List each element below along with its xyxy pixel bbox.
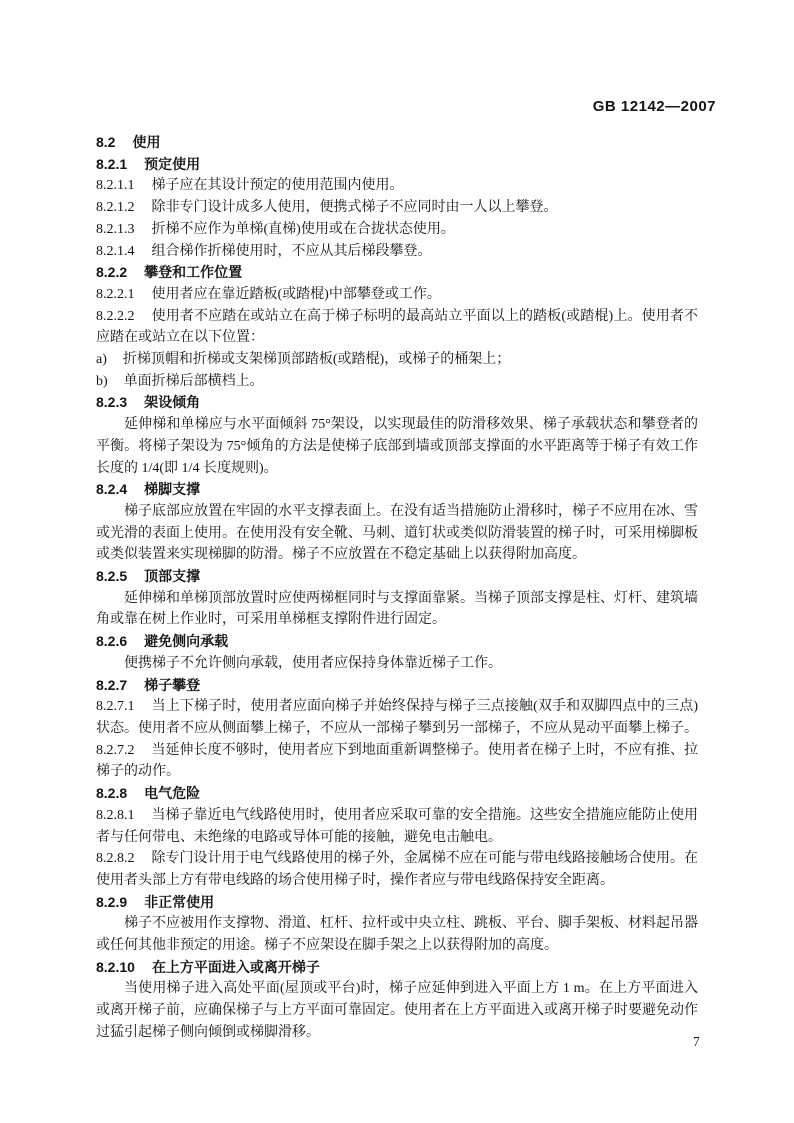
list-item-text: 折梯顶帽和折梯或支架梯顶部踏板(或踏棍)，或梯子的桶架上； <box>122 352 511 368</box>
section-title: 梯脚支撑 <box>144 481 201 498</box>
section-title: 电气危险 <box>144 785 201 802</box>
section-heading-8.2.5 <box>96 566 698 588</box>
clause-text: 组合梯作折梯使用时，不应从其后梯段攀登。 <box>151 243 432 259</box>
list-item-text: 单面折梯后部横档上。 <box>123 373 264 389</box>
clause-text: 当梯子靠近电气线路使用时，使用者应采取可靠的安全措施。这些安全措施应能防止使用者与任何带电、未绝缘的电路或导体可能的接触，避免电击触电。 <box>96 807 698 845</box>
clause-text: 当延伸长度不够时，使用者应下到地面重新调整梯子。使用者在梯子上时，不应有推、拉梯子的动作。 <box>96 742 698 780</box>
section-heading-8.2.7 <box>96 675 698 697</box>
section-number: 8.2.3 <box>96 394 128 411</box>
section-title: 架设倾角 <box>144 394 201 411</box>
section-heading-8.2 <box>96 132 698 154</box>
clause-number: 8.2.1.3 <box>96 221 135 237</box>
standard-number-header: GB 12142—2007 <box>592 98 716 115</box>
section-title: 避免侧向承载 <box>144 633 229 650</box>
clause-text: 除非专门设计成多人使用，便携式梯子不应同时由一人以上攀登。 <box>151 200 558 216</box>
paragraph-8.2.9: 梯子不应被用作支撑物、滑道、杠杆、拉杆或中央立柱、跳板、平台、脚手架板、材料起吊器或任何其他非预定的用途。梯子不应架设在脚手架之上以获得附加的高度。 <box>96 916 698 954</box>
clause-8.2.2.1 <box>96 284 698 306</box>
section-heading-8.2.6 <box>96 631 698 653</box>
clause-number: 8.2.7.1 <box>96 699 135 715</box>
clause-text: 除专门设计用于电气线路使用的梯子外，金属梯不应在可能与带电线路接触场合使用。在使用者头部上方有带电线路的场合使用梯子时，操作者应与带电线路保持安全距离。 <box>96 851 698 888</box>
clause-text: 折梯不应作为单梯(直梯)使用或在合拢状态使用。 <box>151 221 455 237</box>
section-number: 8.2.4 <box>96 481 128 498</box>
clause-8.2.1.4 <box>96 241 698 263</box>
section-title: 梯子攀登 <box>144 676 201 693</box>
clause-text: 梯子应在其设计预定的使用范围内使用。 <box>151 178 404 194</box>
section-heading-8.2.9 <box>96 892 698 914</box>
paragraph-8.2.3: 延伸梯和单梯应与水平面倾斜 75°架设，以实现最佳的防滑移效果、梯子承载状态和攀登者的平衡。将梯子架设为 75°倾角的方法是使梯子底部到墙或顶部支撑面的水平距离等于梯子有效工作长度的 1/4(即 1/4 长度规则)。 <box>96 417 698 476</box>
clause-8.2.1.2 <box>96 197 698 219</box>
clause-8.2.1.3 <box>96 219 698 241</box>
section-title: 攀登和工作位置 <box>144 264 243 281</box>
section-number: 8.2.1 <box>96 155 128 172</box>
paragraph-8.2.4: 梯子底部应放置在牢固的水平支撑表面上。在没有适当措施防止滑移时，梯子不应用在冰、雪或光滑的表面上使用。在使用没有安全靴、马刺、道钉状或类似防滑装置的梯子时，可采用梯脚板或类似装置来实现梯脚的防滑。梯子不应放置在不稳定基础上以获得附加高度。 <box>96 503 698 563</box>
section-title: 在上方平面进入或离开梯子 <box>151 958 320 975</box>
section-number: 8.2.8 <box>96 785 128 802</box>
list-item-label: a) <box>96 352 107 368</box>
clause-number: 8.2.2.1 <box>96 286 135 302</box>
clause-number: 8.2.1.4 <box>96 243 135 259</box>
list-item-label: b) <box>96 373 108 389</box>
section-number: 8.2.10 <box>96 958 135 975</box>
clause-text: 使用者应在靠近踏板(或踏棍)中部攀登或工作。 <box>151 286 441 302</box>
clause-8.2.7.2 <box>96 740 698 783</box>
clause-8.2.1.1 <box>96 175 698 197</box>
clause-8.2.8.1 <box>96 805 698 848</box>
section-heading-8.2.1 <box>96 154 698 176</box>
section-heading-8.2.2 <box>96 262 698 284</box>
page-number: 7 <box>693 1034 700 1049</box>
section-title: 顶部支撑 <box>144 568 201 585</box>
section-number: 8.2.7 <box>96 676 128 693</box>
section-number: 8.2.2 <box>96 264 128 281</box>
section-heading-8.2.4 <box>96 479 698 501</box>
section-title: 非正常使用 <box>144 893 215 910</box>
document-body <box>96 132 698 1044</box>
section-heading-8.2.8 <box>96 783 698 805</box>
clause-number: 8.2.2.2 <box>96 308 135 324</box>
clause-number: 8.2.1.1 <box>96 178 135 194</box>
clause-text: 使用者不应踏在或站立在高于梯子标明的最高站立平面以上的踏板(或踏棍)上。使用者不应踏在或站立在以下位置： <box>96 308 698 346</box>
clause-number: 8.2.8.2 <box>96 851 135 867</box>
section-heading-8.2.10 <box>96 957 698 979</box>
list-item-a <box>96 349 698 371</box>
section-number: 8.2.6 <box>96 633 128 650</box>
section-number: 8.2.5 <box>96 568 128 585</box>
paragraph-8.2.5: 延伸梯和单梯顶部放置时应使两梯框同时与支撑面靠紧。当梯子顶部支撑是柱、灯杆、建筑墙角或靠在树上作业时，可采用单梯框支撑附件进行固定。 <box>96 590 698 628</box>
clause-number: 8.2.1.2 <box>96 200 135 216</box>
paragraph-8.2.10: 当使用梯子进入高处平面(屋顶或平台)时，梯子应延伸到进入平面上方 1 m。在上方平面进入或离开梯子前，应确保梯子与上方平面可靠固定。使用者在上方平面进入或离开梯子时要避免动作过猛引起梯子侧向倾倒或梯脚滑移。 <box>96 981 698 1040</box>
clause-8.2.7.1 <box>96 696 698 739</box>
section-number: 8.2 <box>96 134 116 150</box>
clause-text: 当上下梯子时，使用者应面向梯子并始终保持与梯子三点接触(双手和双脚四点中的三点)状态。使用者不应从侧面攀上梯子，不应从一部梯子攀到另一部梯子，不应从晃动平面攀上梯子。 <box>96 699 698 736</box>
clause-number: 8.2.7.2 <box>96 742 135 758</box>
section-number: 8.2.9 <box>96 893 128 910</box>
paragraph-8.2.6: 便携梯子不允许侧向承载，使用者应保持身体靠近梯子工作。 <box>124 655 502 671</box>
section-title: 使用 <box>132 134 161 150</box>
list-item-b <box>96 371 698 393</box>
clause-number: 8.2.8.1 <box>96 807 135 823</box>
section-heading-8.2.3 <box>96 392 698 414</box>
clause-8.2.8.2 <box>96 848 698 891</box>
section-title: 预定使用 <box>144 155 201 172</box>
clause-8.2.2.2 <box>96 306 698 349</box>
